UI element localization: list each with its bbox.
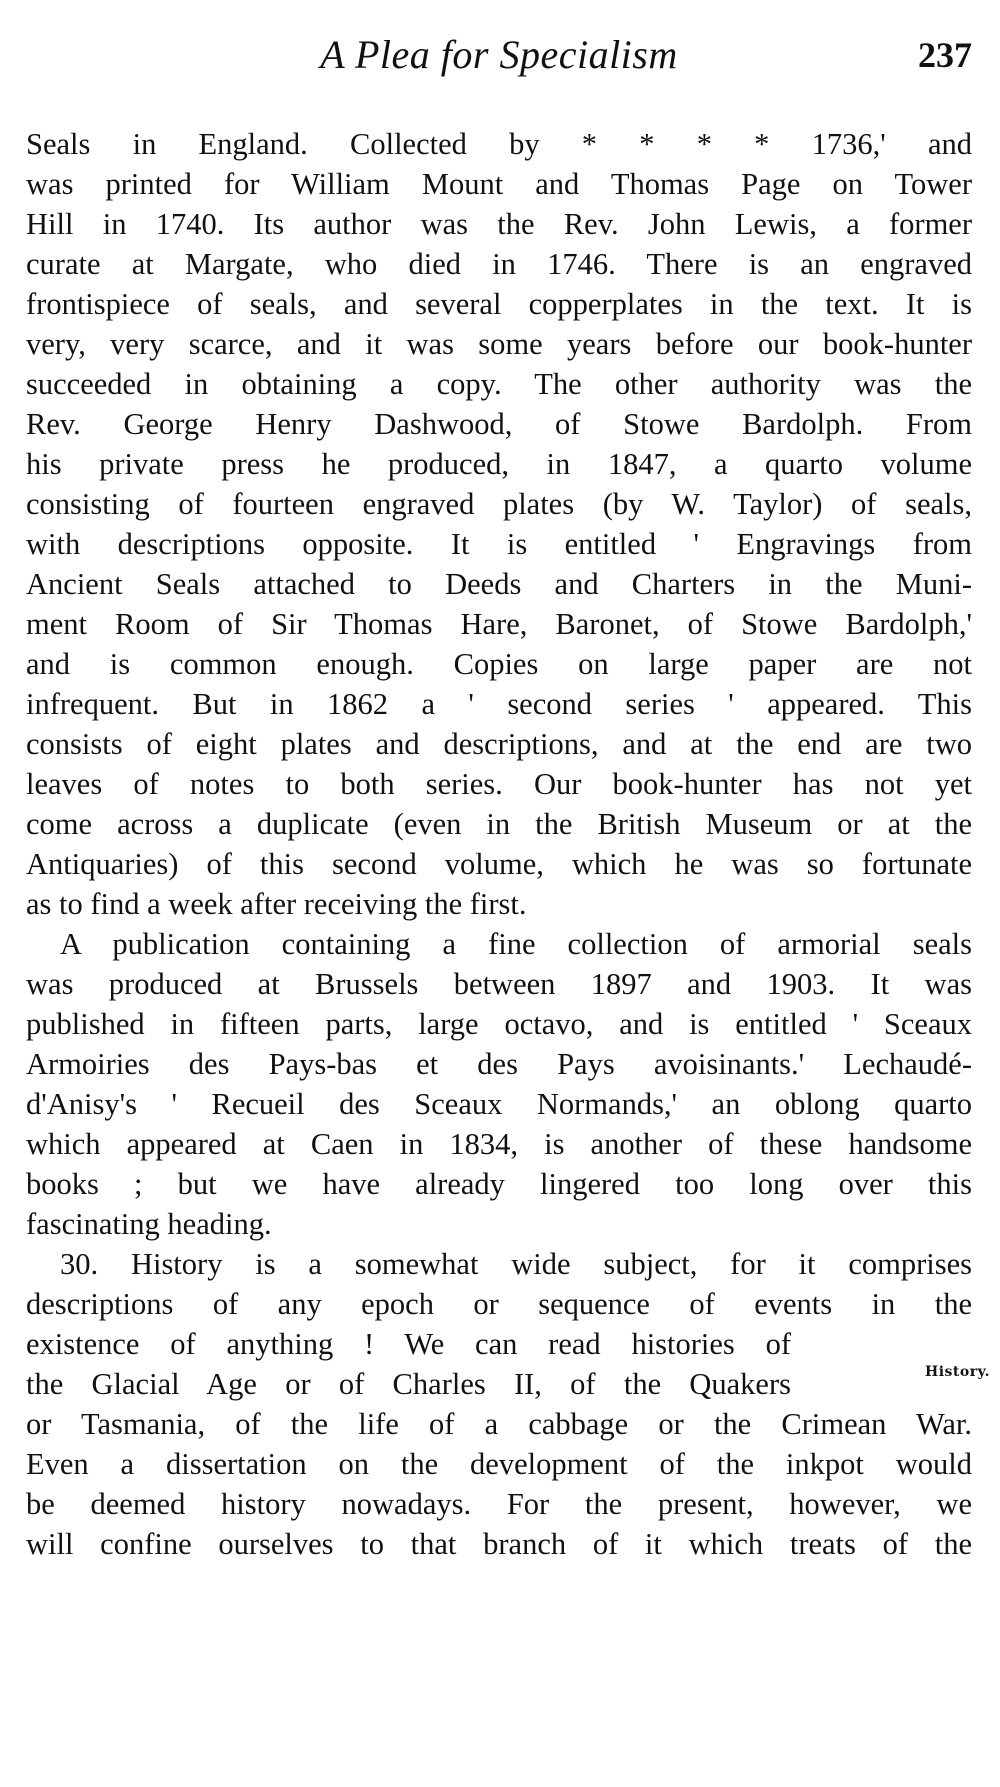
text-line: will confine ourselves to that branch of it which treats of the <box>26 1527 972 1561</box>
text-line: Antiquaries) of this second volume, which he was so fortunate <box>26 847 972 881</box>
text-line: or Tasmania, of the life of a cabbage or the Crimean War. <box>26 1407 972 1441</box>
text-line: A publication containing a fine collection of armorial seals <box>60 927 972 961</box>
text-line: d'Anisy's ' Recueil des Sceaux Normands,' an oblong quarto <box>26 1087 972 1121</box>
text-line: leaves of notes to both series. Our book-hunter has not yet <box>26 767 972 801</box>
paragraph-armorial-seals <box>26 924 972 1244</box>
paragraph-seals-sources <box>26 124 972 924</box>
running-title: A Plea for Specialism <box>320 32 678 77</box>
text-line: very, very scarce, and it was some years before our book-hunter <box>26 327 972 361</box>
margin-sidenote: History. <box>925 1364 991 1380</box>
text-line: Rev. George Henry Dashwood, of Stowe Bardolph. From <box>26 407 972 441</box>
text-line: infrequent. But in 1862 a ' second series ' appeared. This <box>26 687 972 721</box>
text-line: Seals in England. Collected by * * * * 1736,' and <box>26 127 972 161</box>
text-line: ment Room of Sir Thomas Hare, Baronet, of Stowe Bardolph,' <box>26 607 972 641</box>
text-line: as to find a week after receiving the first. <box>26 887 527 921</box>
text-line: consisting of fourteen engraved plates (by W. Taylor) of seals, <box>26 487 972 521</box>
text-line: and is common enough. Copies on large paper are not <box>26 647 972 681</box>
text-line: the Glacial Age or of Charles II, of the Quakers <box>26 1367 791 1401</box>
body-text <box>26 124 972 1564</box>
text-line: come across a duplicate (even in the British Museum or at the <box>26 807 972 841</box>
text-line: 30. History is a somewhat wide subject, for it comprises <box>60 1247 972 1281</box>
text-line: books ; but we have already lingered too long over this <box>26 1167 972 1201</box>
text-line: fascinating heading. <box>26 1207 272 1241</box>
text-line: his private press he produced, in 1847, a quarto volume <box>26 447 972 481</box>
paragraph-history <box>26 1244 972 1564</box>
text-line: was printed for William Mount and Thomas Page on Tower <box>26 167 972 201</box>
text-line: descriptions of any epoch or sequence of events in the <box>26 1287 972 1321</box>
text-line: which appeared at Caen in 1834, is another of these handsome <box>26 1127 972 1161</box>
text-line: Even a dissertation on the development of the inkpot would <box>26 1447 972 1481</box>
text-line: succeeded in obtaining a copy. The other authority was the <box>26 367 972 401</box>
page-number: 237 <box>918 35 972 75</box>
text-line: was produced at Brussels between 1897 and 1903. It was <box>26 967 972 1001</box>
text-line: curate at Margate, who died in 1746. There is an engraved <box>26 247 972 281</box>
text-line: be deemed history nowadays. For the present, however, we <box>26 1487 972 1521</box>
text-line: consists of eight plates and descriptions, and at the end are two <box>26 727 972 761</box>
text-line: Ancient Seals attached to Deeds and Charters in the Muni- <box>26 567 972 601</box>
running-head <box>26 30 972 80</box>
text-line: with descriptions opposite. It is entitled ' Engravings from <box>26 527 972 561</box>
text-line: existence of anything ! We can read histories of <box>26 1327 791 1361</box>
text-line: frontispiece of seals, and several copperplates in the text. It is <box>26 287 972 321</box>
text-line: Hill in 1740. Its author was the Rev. John Lewis, a former <box>26 207 972 241</box>
text-line: Armoiries des Pays-bas et des Pays avoisinants.' Lechaudé- <box>26 1047 972 1081</box>
text-line: published in fifteen parts, large octavo, and is entitled ' Sceaux <box>26 1007 972 1041</box>
